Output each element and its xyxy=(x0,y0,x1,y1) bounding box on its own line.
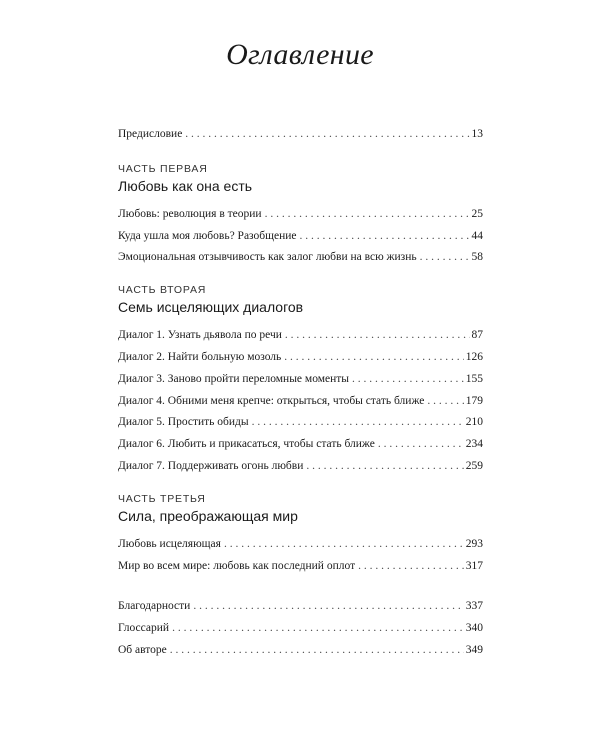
toc-entry-title: Эмоциональная отзывчивость как залог любви на всю жизнь xyxy=(118,251,417,264)
part-label: ЧАСТЬ ПЕРВАЯ xyxy=(118,162,208,175)
toc-entry[interactable] xyxy=(118,391,483,413)
toc-entry-title: Диалог 3. Заново пройти переломные моменты xyxy=(118,372,350,385)
toc-entry[interactable] xyxy=(118,204,483,226)
toc-entry-page: 317 xyxy=(465,559,483,572)
table-of-contents xyxy=(118,124,483,662)
toc-entry-preface[interactable] xyxy=(118,124,483,146)
toc-entry-title: Диалог 7. Поддерживать огонь любви xyxy=(118,459,304,472)
dot-leader xyxy=(420,247,470,269)
dot-leader xyxy=(185,124,469,146)
toc-entry-page: 337 xyxy=(465,600,483,613)
dot-leader xyxy=(285,325,470,347)
toc-entry[interactable] xyxy=(118,640,483,662)
part-one-section xyxy=(118,162,483,269)
toc-entry-title: Мир во всем мире: любовь как последний оплот xyxy=(118,559,356,572)
toc-entry-page: 25 xyxy=(471,207,483,220)
part-label: ЧАСТЬ ВТОРАЯ xyxy=(118,284,207,297)
part-three-section xyxy=(118,492,483,578)
toc-entry-title: Глоссарий xyxy=(118,622,170,635)
toc-entry[interactable] xyxy=(118,325,483,347)
toc-entry[interactable] xyxy=(118,347,483,369)
dot-leader xyxy=(306,456,463,478)
toc-entry-page: 44 xyxy=(471,229,483,242)
toc-entry-title: Диалог 5. Простить обиды xyxy=(118,416,249,429)
dot-leader xyxy=(427,391,463,413)
toc-entry[interactable] xyxy=(118,556,483,578)
toc-entry-page: 210 xyxy=(465,416,483,429)
back-matter-section xyxy=(118,596,483,661)
toc-entry-page: 58 xyxy=(471,251,483,264)
toc-entry-page: 349 xyxy=(465,643,483,656)
toc-entry-title: Диалог 6. Любить и прикасаться, чтобы стать ближе xyxy=(118,438,375,451)
page-title: Оглавление xyxy=(226,38,374,71)
toc-entry-title: Диалог 2. Найти больную мозоль xyxy=(118,350,282,363)
dot-leader xyxy=(378,434,464,456)
toc-entry-title: Диалог 1. Узнать дьявола по речи xyxy=(118,329,282,342)
toc-entry-page: 259 xyxy=(465,459,483,472)
toc-entry[interactable] xyxy=(118,456,483,478)
part-title: Любовь как она есть xyxy=(118,177,253,194)
part-label: ЧАСТЬ ТРЕТЬЯ xyxy=(118,492,206,505)
toc-entry-title: Любовь исцеляющая xyxy=(118,537,221,550)
dot-leader xyxy=(172,618,464,640)
part-title: Семь исцеляющих диалогов xyxy=(118,299,304,316)
toc-entry-title: Диалог 4. Обними меня крепче: открыться, чтобы стать ближе xyxy=(118,394,425,407)
toc-entry-page: 179 xyxy=(465,394,483,407)
toc-entry-page: 126 xyxy=(465,350,483,363)
toc-entry-title: Любовь: революция в теории xyxy=(118,207,262,220)
dot-leader xyxy=(358,556,464,578)
toc-entry[interactable] xyxy=(118,596,483,618)
dot-leader xyxy=(352,369,464,391)
dot-leader xyxy=(252,412,464,434)
toc-entry[interactable] xyxy=(118,618,483,640)
toc-entry-page: 340 xyxy=(465,622,483,635)
toc-entry-title: Благодарности xyxy=(118,600,191,613)
toc-entry[interactable] xyxy=(118,369,483,391)
toc-entry[interactable] xyxy=(118,226,483,248)
dot-leader xyxy=(265,204,470,226)
dot-leader xyxy=(300,226,470,248)
dot-leader xyxy=(193,596,463,618)
toc-entry[interactable] xyxy=(118,412,483,434)
part-two-section xyxy=(118,283,483,478)
toc-entry-page: 293 xyxy=(465,537,483,550)
toc-entry-page: 155 xyxy=(465,372,483,385)
dot-leader xyxy=(284,347,463,369)
toc-entry[interactable] xyxy=(118,247,483,269)
part-title: Сила, преображающая мир xyxy=(118,507,298,524)
toc-entry[interactable] xyxy=(118,534,483,556)
toc-entry-page: 13 xyxy=(471,128,483,140)
toc-entry-page: 234 xyxy=(465,438,483,451)
toc-entry[interactable] xyxy=(118,434,483,456)
toc-entry-title: Куда ушла моя любовь? Разобщение xyxy=(118,229,297,242)
toc-entry-title: Предисловие xyxy=(118,128,183,140)
toc-entry-title: Об авторе xyxy=(118,643,167,656)
toc-entry-page: 87 xyxy=(471,329,483,342)
dot-leader xyxy=(224,534,464,556)
dot-leader xyxy=(170,640,464,662)
